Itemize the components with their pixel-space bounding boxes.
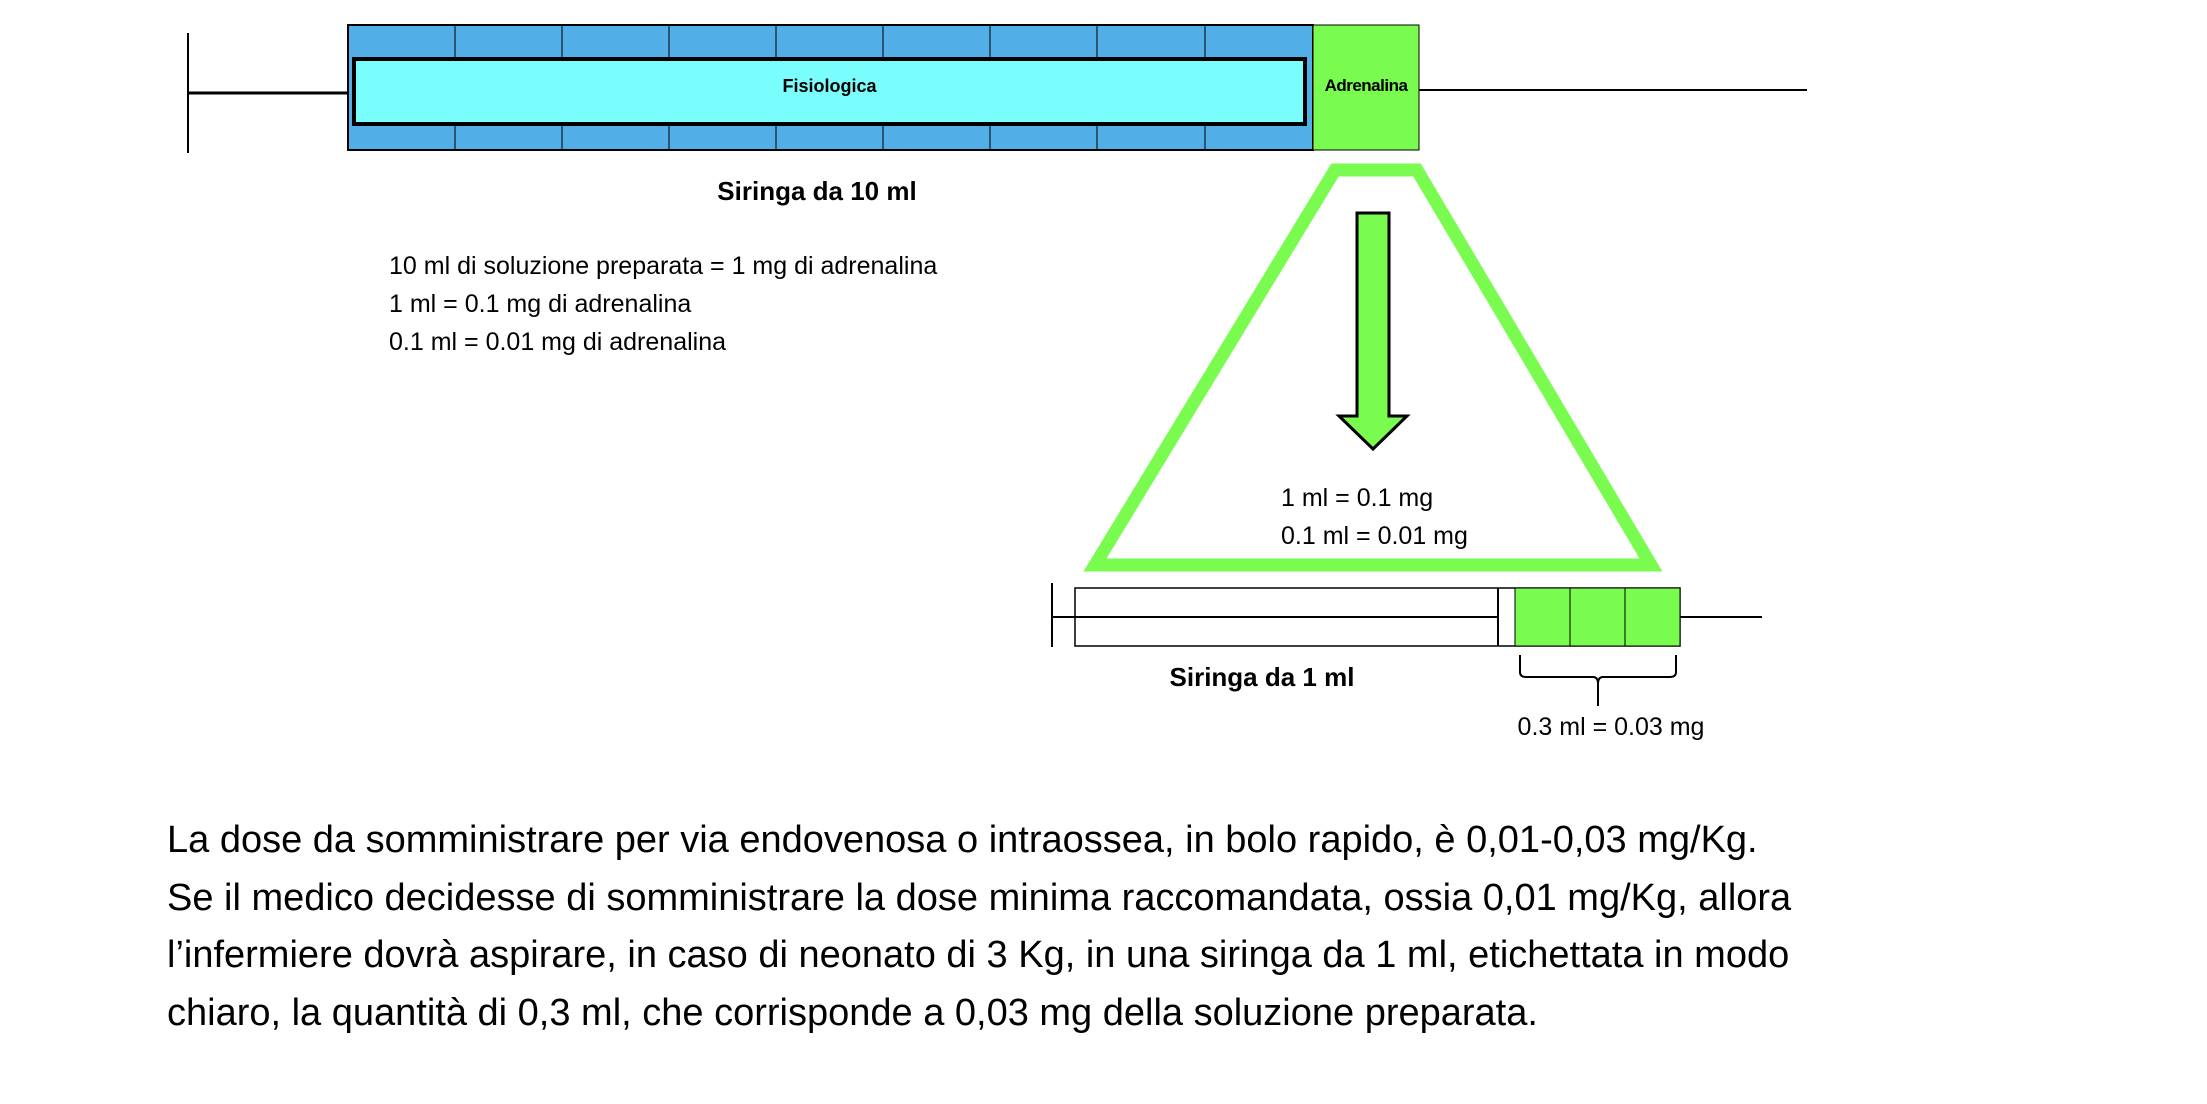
paragraph-line: l’infermiere dovrà aspirare, in caso di neonato di 3 Kg, in una siringa da 1 ml, etichettata in modo: [167, 934, 1790, 976]
syringe-10ml-caption: Siringa da 10 ml: [717, 176, 917, 206]
adrenaline-label: Adrenalina: [1324, 76, 1408, 95]
down-arrow-icon: [1339, 213, 1407, 449]
triangle-equivalences: [1281, 479, 1468, 555]
explanation-paragraph: [167, 812, 1791, 1042]
equivalence-line: 1 ml = 0.1 mg: [1281, 484, 1434, 512]
syringe-1ml-caption: Siringa da 1 ml: [1169, 662, 1355, 692]
equivalence-line: 0.1 ml = 0.01 mg di adrenalina: [389, 328, 727, 356]
dose-label: 0.3 ml = 0.03 mg: [1517, 713, 1705, 741]
equivalence-line: 1 ml = 0.1 mg di adrenalina: [389, 290, 692, 318]
equivalence-list: [389, 247, 937, 361]
paragraph-line: Se il medico decidesse di somministrare la dose minima raccomandata, ossia 0,01 mg/Kg, allora: [167, 876, 1792, 919]
equivalence-line: 0.1 ml = 0.01 mg: [1281, 522, 1468, 550]
paragraph-line: La dose da somministrare per via endovenosa o intraossea, in bolo rapido, è 0,01-0,03 mg/Kg.: [167, 819, 1758, 861]
paragraph-line: chiaro, la quantità di 0,3 ml, che corrisponde a 0,03 mg della soluzione preparata.: [167, 991, 1538, 1034]
saline-label: Fisiologica: [782, 76, 877, 96]
adrenaline-dose: [1515, 588, 1680, 646]
equivalence-line: 10 ml di soluzione preparata = 1 mg di adrenalina: [389, 252, 938, 280]
dose-brace: [1520, 655, 1676, 706]
